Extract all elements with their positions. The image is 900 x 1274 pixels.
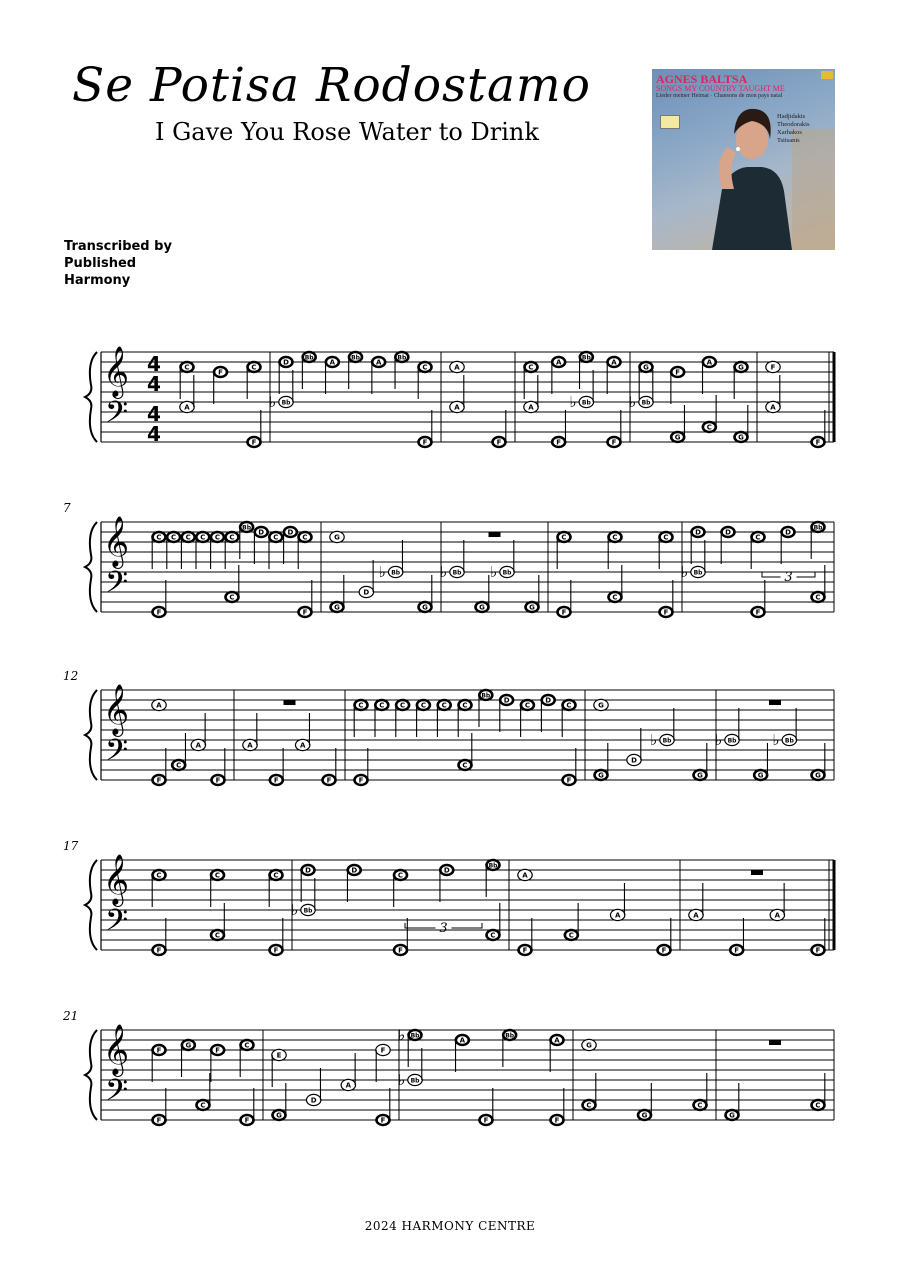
- note-letter: G: [598, 701, 604, 710]
- tuplet-bracket: [797, 572, 816, 577]
- note-letter: F: [566, 776, 572, 785]
- note-letter: D: [695, 528, 701, 537]
- note-letter: A: [554, 1036, 560, 1045]
- treble-clef-icon: 𝄞: [103, 516, 130, 567]
- note-letter: A: [555, 358, 562, 367]
- cover-album-title: SONGS MY COUNTRY TAUGHT ME: [656, 84, 785, 93]
- whole-rest: [284, 700, 296, 705]
- note-letter: F: [326, 776, 332, 785]
- note-letter: Bb: [281, 399, 291, 407]
- system-brace: [85, 690, 97, 780]
- note-letter: D: [443, 866, 450, 875]
- note-letter: C: [420, 701, 426, 710]
- note-letter: F: [663, 608, 669, 617]
- note-letter: C: [244, 1041, 250, 1050]
- note-letter: Bb: [481, 692, 491, 700]
- note-letter: Bb: [502, 569, 512, 577]
- note-letter: C: [663, 533, 669, 542]
- flat-sign-icon: ♭: [378, 563, 386, 581]
- bass-clef-icon: 𝄢: [105, 904, 129, 945]
- note-letter: F: [496, 438, 502, 447]
- song-subtitle: I Gave You Rose Water to Drink: [155, 118, 539, 146]
- bass-clef-icon: 𝄢: [105, 1074, 129, 1115]
- bass-clef-icon: 𝄢: [105, 566, 129, 607]
- note-letter: Bb: [488, 862, 498, 870]
- note-letter: C: [358, 701, 364, 710]
- note-letter: C: [612, 533, 618, 542]
- note-letter: F: [156, 608, 162, 617]
- note-letter: C: [528, 363, 534, 372]
- whole-rest: [769, 700, 781, 705]
- note-letter: C: [561, 533, 567, 542]
- note-letter: D: [631, 756, 637, 765]
- note-letter: A: [611, 358, 617, 367]
- composer-name: Theodorakis: [777, 121, 810, 128]
- composer-name: Tsitsanis: [777, 137, 800, 144]
- note-letter: F: [815, 438, 821, 447]
- note-letter: A: [522, 871, 528, 880]
- note-letter: C: [229, 593, 235, 602]
- note-letter: F: [556, 438, 562, 447]
- note-letter: A: [614, 911, 621, 920]
- note-letter: G: [757, 771, 764, 780]
- bass-clef-icon: 𝄢: [105, 734, 129, 775]
- flat-sign-icon: ♭: [681, 563, 689, 581]
- credit-line-transcribed: Transcribed by: [64, 239, 172, 254]
- note-letter: A: [195, 741, 202, 750]
- measure-number: 17: [63, 839, 79, 853]
- note-letter: G: [729, 1111, 735, 1120]
- note-letter: F: [156, 776, 162, 785]
- time-signature-denominator: 4: [147, 372, 161, 396]
- note-letter: F: [561, 608, 567, 617]
- note-letter: C: [273, 871, 279, 880]
- note-letter: F: [302, 608, 308, 617]
- note-letter: Bb: [391, 569, 401, 577]
- note-letter: C: [251, 363, 257, 372]
- note-letter: F: [398, 946, 403, 955]
- credit-line-published: Published: [64, 256, 137, 271]
- note-letter: G: [697, 771, 703, 780]
- note-letter: C: [200, 1101, 206, 1110]
- time-signature-denominator: 4: [147, 422, 161, 446]
- note-letter: Bb: [242, 524, 252, 532]
- note-letter: G: [479, 603, 485, 612]
- flat-sign-icon: ♭: [398, 1026, 406, 1044]
- note-letter: G: [586, 1041, 592, 1050]
- flat-sign-icon: ♭: [269, 393, 277, 411]
- flat-sign-icon: ♭: [398, 1071, 406, 1089]
- note-letter: C: [462, 761, 468, 770]
- whole-rest: [489, 532, 501, 537]
- note-letter: A: [459, 1036, 466, 1045]
- note-letter: G: [529, 603, 535, 612]
- tuplet-bracket: [762, 572, 781, 577]
- note-letter: C: [214, 931, 221, 940]
- composer-name: Hadjidakis: [777, 113, 806, 120]
- tuplet-bracket: [452, 923, 483, 928]
- footer-copyright: 2024 HARMONY CENTRE: [364, 1219, 536, 1233]
- tuplet-bracket: [405, 923, 436, 928]
- note-letter: C: [422, 363, 428, 372]
- note-letter: E: [276, 1051, 282, 1060]
- note-letter: C: [568, 931, 574, 940]
- note-letter: A: [247, 741, 253, 750]
- note-letter: F: [734, 946, 740, 955]
- flat-sign-icon: ♭: [569, 393, 577, 411]
- note-letter: C: [441, 701, 447, 710]
- flat-sign-icon: ♭: [490, 563, 498, 581]
- flat-sign-icon: ♭: [772, 731, 780, 749]
- note-letter: D: [258, 528, 265, 537]
- note-letter: C: [302, 533, 308, 542]
- cover-artist: AGNES BALTSA: [656, 72, 748, 86]
- bass-clef-icon: 𝄢: [105, 396, 129, 437]
- note-letter: F: [755, 608, 761, 617]
- measure-number: 12: [63, 669, 79, 683]
- treble-clef-icon: 𝄞: [103, 346, 130, 397]
- note-letter: G: [738, 363, 744, 372]
- note-letter: C: [397, 871, 404, 880]
- note-letter: F: [273, 776, 279, 785]
- tuplet-number: 3: [439, 921, 448, 936]
- note-letter: Bb: [662, 737, 672, 745]
- note-letter: A: [693, 911, 699, 920]
- note-letter: Bb: [452, 569, 462, 577]
- note-letter: A: [454, 363, 460, 372]
- note-letter: C: [156, 871, 162, 880]
- note-letter: F: [156, 1046, 162, 1055]
- note-letter: C: [400, 701, 406, 710]
- time-signature-numerator: 4: [147, 352, 161, 376]
- note-letter: C: [176, 761, 182, 770]
- note-letter: C: [566, 701, 572, 710]
- note-letter: C: [156, 533, 162, 542]
- note-letter: C: [462, 701, 468, 710]
- note-letter: C: [612, 593, 618, 602]
- note-letter: A: [706, 358, 713, 367]
- note-letter: D: [725, 528, 731, 537]
- note-letter: D: [545, 696, 552, 705]
- note-letter: Bb: [581, 354, 591, 362]
- note-letter: A: [528, 403, 534, 412]
- note-letter: Bb: [351, 354, 360, 362]
- note-letter: F: [675, 368, 681, 377]
- flat-sign-icon: ♭: [291, 901, 299, 919]
- note-letter: A: [454, 403, 460, 412]
- note-letter: C: [524, 701, 530, 710]
- note-letter: C: [185, 533, 191, 542]
- treble-clef-icon: 𝄞: [103, 1024, 130, 1075]
- note-letter: G: [422, 603, 428, 612]
- note-letter: F: [611, 438, 617, 447]
- note-letter: F: [215, 1046, 221, 1055]
- note-letter: F: [522, 946, 528, 955]
- note-letter: G: [334, 603, 340, 612]
- note-letter: A: [299, 741, 306, 750]
- system-brace: [85, 352, 97, 442]
- note-letter: Bb: [727, 737, 737, 745]
- note-letter: D: [351, 866, 358, 875]
- note-letter: C: [171, 533, 177, 542]
- note-letter: F: [215, 776, 221, 785]
- system-brace: [85, 522, 97, 612]
- note-letter: C: [229, 533, 235, 542]
- tuplet-number: 3: [784, 570, 793, 585]
- note-letter: F: [156, 1116, 162, 1125]
- note-letter: F: [770, 363, 776, 372]
- note-letter: F: [244, 1116, 250, 1125]
- note-letter: D: [785, 528, 791, 537]
- note-letter: F: [156, 946, 162, 955]
- flat-sign-icon: ♭: [629, 393, 637, 411]
- note-letter: C: [755, 533, 761, 542]
- flat-sign-icon: ♭: [715, 731, 723, 749]
- note-letter: A: [770, 403, 776, 412]
- note-letter: C: [490, 931, 496, 940]
- note-letter: A: [329, 358, 336, 367]
- treble-clef-icon: 𝄞: [103, 684, 130, 735]
- note-letter: Bb: [505, 1032, 515, 1040]
- note-letter: D: [305, 866, 311, 875]
- treble-clef-icon: 𝄞: [103, 854, 130, 905]
- note-letter: G: [738, 433, 744, 442]
- note-letter: C: [214, 533, 220, 542]
- note-letter: F: [483, 1116, 489, 1125]
- flat-sign-icon: ♭: [440, 563, 448, 581]
- note-letter: Bb: [813, 524, 823, 532]
- flat-sign-icon: ♭: [650, 731, 658, 749]
- note-letter: Bb: [303, 907, 313, 915]
- note-letter: F: [273, 946, 279, 955]
- note-letter: G: [641, 1111, 648, 1120]
- cover-tagline: Lieder meiner Heimat · Chansons de mon pays natal: [656, 93, 783, 99]
- note-letter: Bb: [693, 569, 703, 577]
- note-letter: Bb: [641, 399, 651, 407]
- note-letter: F: [815, 946, 821, 955]
- system-brace: [85, 860, 97, 950]
- note-letter: F: [554, 1116, 560, 1125]
- note-letter: Bb: [581, 399, 591, 407]
- note-letter: Bb: [410, 1077, 420, 1085]
- note-letter: F: [218, 368, 223, 377]
- note-letter: D: [363, 588, 370, 597]
- note-letter: C: [200, 533, 206, 542]
- note-letter: C: [706, 423, 712, 432]
- note-letter: Bb: [304, 354, 314, 362]
- note-letter: D: [310, 1096, 317, 1105]
- note-letter: F: [251, 438, 257, 447]
- note-letter: G: [334, 533, 340, 542]
- note-letter: G: [643, 363, 649, 372]
- whole-rest: [769, 1040, 781, 1045]
- note-letter: Bb: [410, 1032, 420, 1040]
- note-letter: C: [379, 701, 385, 710]
- note-letter: F: [380, 1116, 386, 1125]
- note-letter: G: [276, 1111, 282, 1120]
- note-letter: C: [697, 1101, 703, 1110]
- note-letter: G: [598, 771, 604, 780]
- composer-name: Xarhakos: [777, 129, 802, 136]
- note-letter: C: [273, 533, 279, 542]
- note-letter: D: [287, 528, 294, 537]
- note-letter: A: [156, 701, 162, 710]
- note-letter: C: [214, 871, 221, 880]
- note-letter: C: [184, 363, 190, 372]
- credit-line-harmony: Harmony: [64, 273, 131, 288]
- whole-rest: [751, 870, 763, 875]
- note-letter: D: [283, 358, 289, 367]
- note-letter: G: [674, 433, 681, 442]
- song-title: Se Potisa Rodostamo: [72, 58, 591, 113]
- note-letter: F: [358, 776, 364, 785]
- note-letter: C: [586, 1101, 592, 1110]
- note-letter: A: [184, 403, 190, 412]
- note-letter: Bb: [784, 737, 794, 745]
- note-letter: A: [375, 358, 382, 367]
- note-letter: A: [774, 911, 781, 920]
- note-letter: C: [815, 1101, 821, 1110]
- note-letter: F: [380, 1046, 386, 1055]
- note-letter: D: [503, 696, 510, 705]
- note-letter: G: [815, 771, 821, 780]
- note-letter: F: [422, 438, 428, 447]
- time-signature-numerator: 4: [147, 402, 161, 426]
- note-letter: G: [185, 1041, 192, 1050]
- note-letter: Bb: [397, 354, 407, 362]
- measure-number: 21: [63, 1009, 79, 1023]
- note-letter: F: [661, 946, 667, 955]
- measure-number: 7: [63, 501, 71, 515]
- system-brace: [85, 1030, 97, 1120]
- note-letter: C: [815, 593, 821, 602]
- note-letter: A: [345, 1081, 352, 1090]
